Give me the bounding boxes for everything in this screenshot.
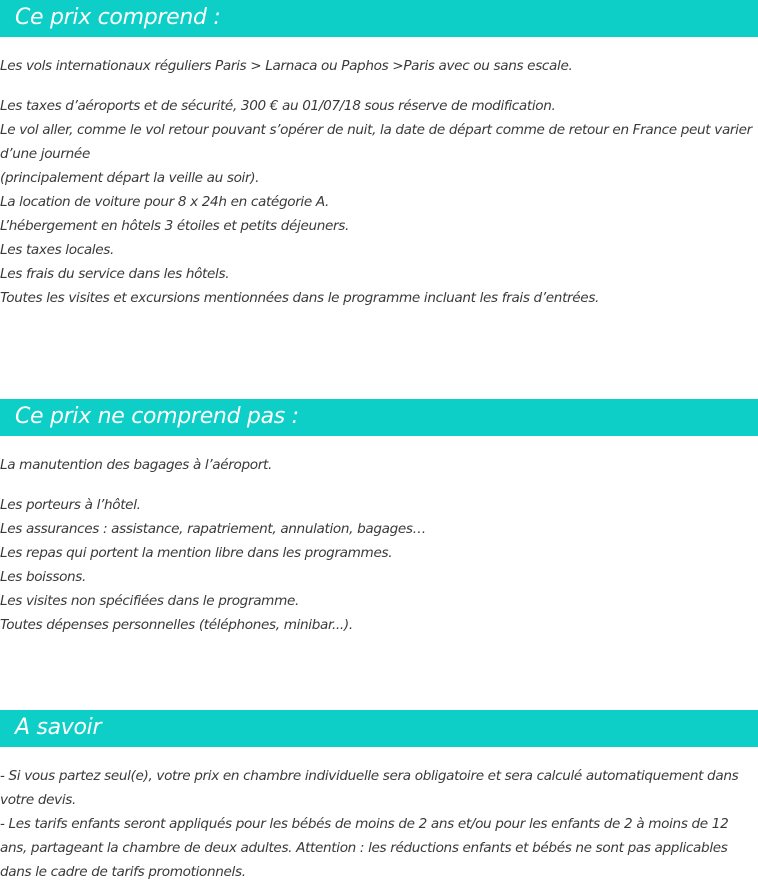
section-header-not-included xyxy=(0,399,758,436)
included-list xyxy=(0,94,758,310)
list-item: Toutes les visites et excursions mentionnées dans le programme incluant les frais d’entrées. xyxy=(0,290,600,306)
to-know-list xyxy=(0,764,758,884)
included-lead xyxy=(0,54,758,78)
not-included-lead xyxy=(0,453,758,477)
list-item: Les vols internationaux réguliers Paris > Larnaca ou Paphos >Paris avec ou sans escale. xyxy=(0,58,573,74)
list-item: Les visites non spécifiées dans le programme. xyxy=(0,593,299,609)
list-item: - Les tarifs enfants seront appliqués pour les bébés de moins de 2 ans et/ou pour les enfants de 2 à moins de 12 ans, partageant la chambre de deux adultes. Attention : les réductions enfants et bébés ne sont pas applicables dans le cadre de tarifs promotionnels. xyxy=(0,816,729,880)
list-item: L’hébergement en hôtels 3 étoiles et petits déjeuners. xyxy=(0,218,349,234)
section-title-not-included: Ce prix ne comprend pas : xyxy=(15,404,299,429)
section-title-included: Ce prix comprend : xyxy=(15,5,221,30)
section-header-included xyxy=(0,0,758,37)
section-title-to-know: A savoir xyxy=(15,715,102,740)
list-item: Les porteurs à l’hôtel. xyxy=(0,497,141,513)
list-item: La manutention des bagages à l’aéroport. xyxy=(0,457,272,473)
list-item: Les taxes locales. xyxy=(0,242,114,258)
list-item: Les frais du service dans les hôtels. xyxy=(0,266,230,282)
list-item: - Si vous partez seul(e), votre prix en chambre individuelle sera obligatoire et sera calculé automatiquement dans votre devis. xyxy=(0,768,739,808)
list-item: Le vol aller, comme le vol retour pouvant s’opérer de nuit, la date de départ comme de retour en France peut varier d’une journée xyxy=(0,122,752,162)
not-included-list xyxy=(0,493,758,637)
list-item: Les repas qui portent la mention libre dans les programmes. xyxy=(0,545,393,561)
list-item: Les boissons. xyxy=(0,569,87,585)
list-item: Les assurances : assistance, rapatriement, annulation, bagages… xyxy=(0,521,426,537)
section-header-to-know xyxy=(0,710,758,747)
list-item: (principalement départ la veille au soir). xyxy=(0,170,260,186)
list-item: Toutes dépenses personnelles (téléphones, minibar...). xyxy=(0,617,353,633)
list-item: Les taxes d’aéroports et de sécurité, 300 € au 01/07/18 sous réserve de modification. xyxy=(0,98,556,114)
list-item: La location de voiture pour 8 x 24h en catégorie A. xyxy=(0,194,330,210)
